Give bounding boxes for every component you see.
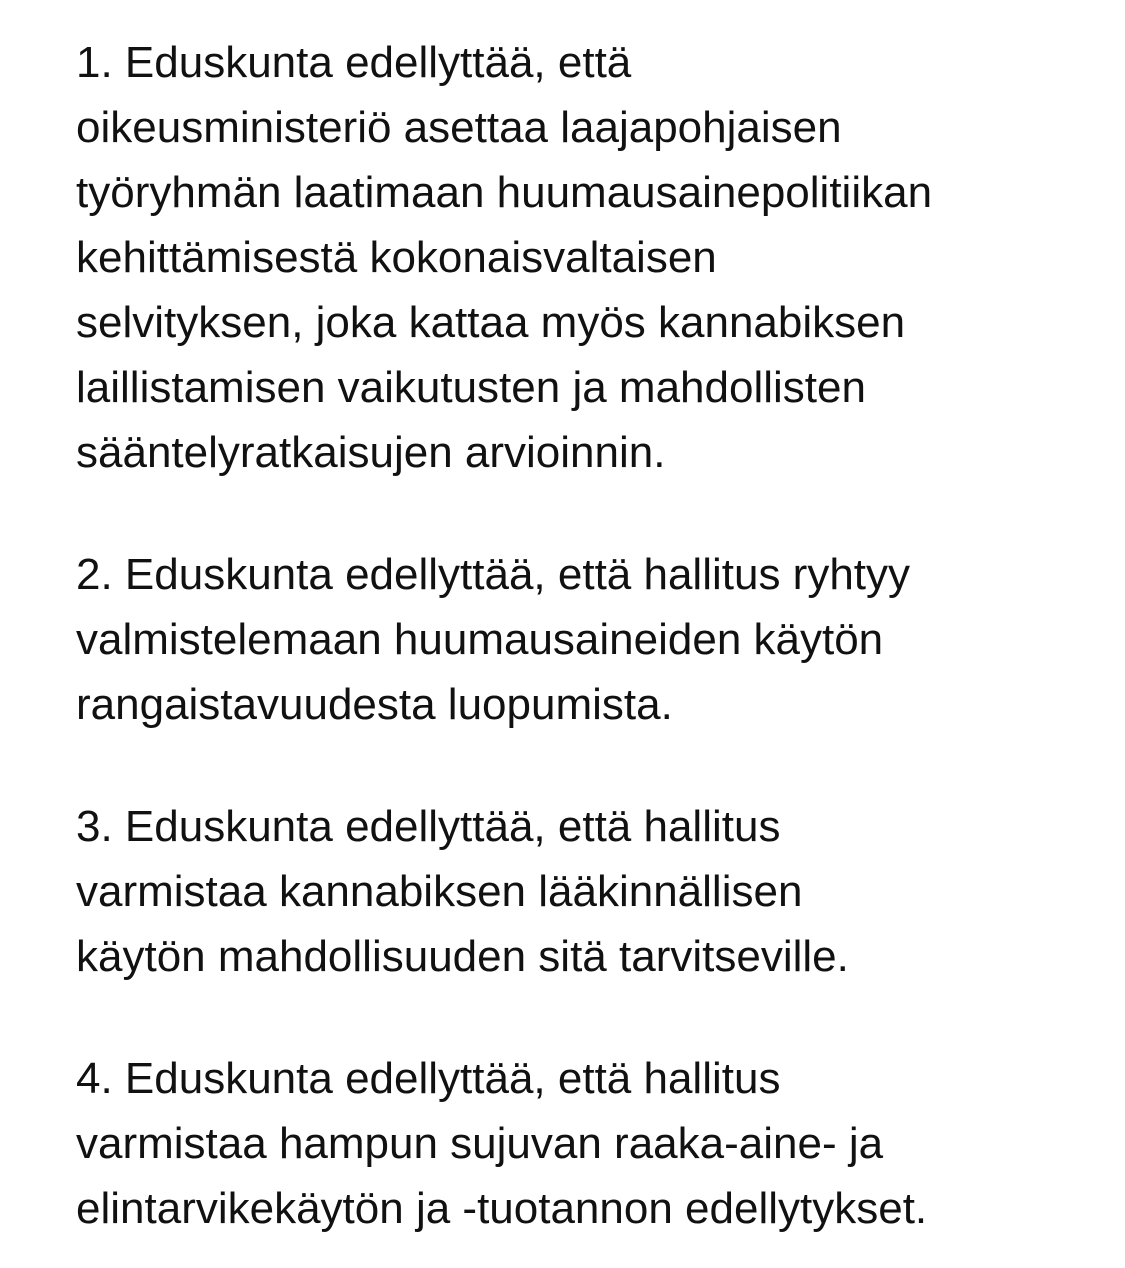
clause-4-line-2: varmistaa hampun sujuvan raaka-aine- ja xyxy=(76,1119,884,1168)
clause-3-line-2: varmistaa kannabiksen lääkinnällisen xyxy=(76,867,803,916)
clause-4-line-3: elintarvikekäytön ja -tuotannon edellytykset. xyxy=(76,1184,928,1233)
clause-3 xyxy=(76,794,1096,989)
clause-4-line-1: 4. Eduskunta edellyttää, että hallitus xyxy=(76,1054,781,1103)
clause-1-line-6: laillistamisen vaikutusten ja mahdollisten xyxy=(76,363,866,412)
document-body xyxy=(76,30,1096,1241)
clause-3-line-3: käytön mahdollisuuden sitä tarvitseville. xyxy=(76,932,849,981)
clause-3-line-1: 3. Eduskunta edellyttää, että hallitus xyxy=(76,802,781,851)
clause-2-line-1: 2. Eduskunta edellyttää, että hallitus ryhtyy xyxy=(76,550,911,599)
clause-1-line-7: sääntelyratkaisujen arvioinnin. xyxy=(76,428,666,477)
clause-2-line-3: rangaistavuudesta luopumista. xyxy=(76,680,673,729)
clause-1 xyxy=(76,30,1096,485)
clause-1-line-2: oikeusministeriö asettaa laajapohjaisen xyxy=(76,103,842,152)
clause-4 xyxy=(76,1046,1096,1241)
clause-1-line-3: työryhmän laatimaan huumausainepolitiikan xyxy=(76,168,933,217)
clause-1-line-5: selvityksen, joka kattaa myös kannabiksen xyxy=(76,298,906,347)
clause-2-line-2: valmistelemaan huumausaineiden käytön xyxy=(76,615,884,664)
clause-2 xyxy=(76,542,1096,737)
clause-1-line-1: 1. Eduskunta edellyttää, että xyxy=(76,38,632,87)
clause-1-line-4: kehittämisestä kokonaisvaltaisen xyxy=(76,233,717,282)
